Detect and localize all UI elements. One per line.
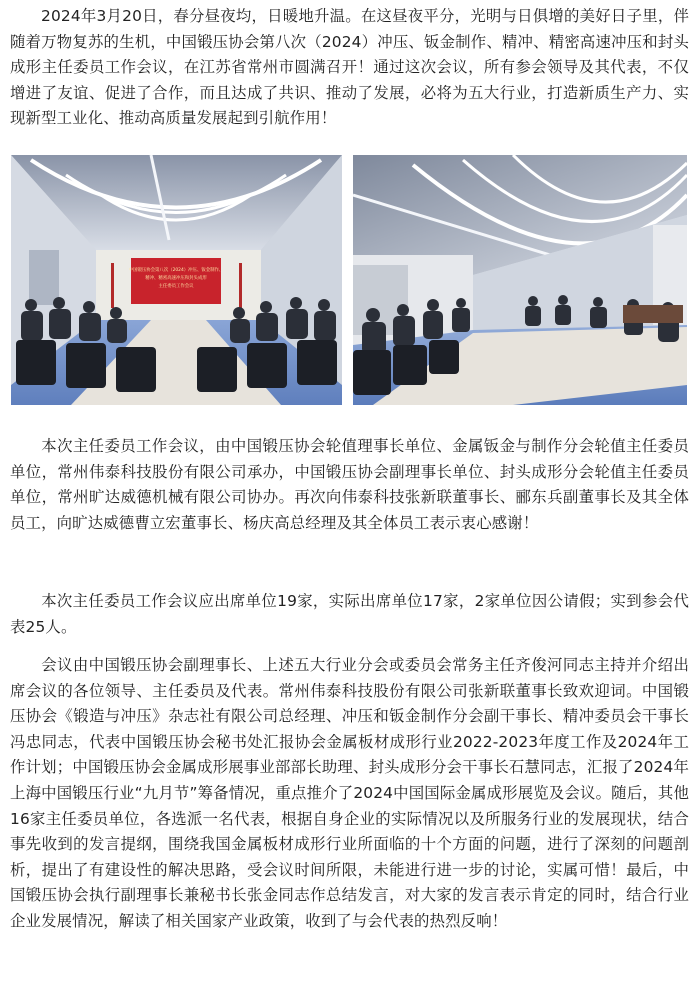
intro-paragraph-text: 2024年3月20日，春分昼夜均，日暖地升温。在这昼夜平分，光明与日俱增的美好日子里，伴随着万物复苏的生机，中国锻压协会第八次（2024）冲压、钣金制作、精冲、精密高速冲压和封头成形主任委员工作会议，在江苏省常州市圆满召开！通过这次会议，所有参会领导及其代表，不仅增进了友谊、促进了合作，而且达成了共识、推动了发展，必将为五大行业，打造新质生产力、实现新型工业化、推动高质量发展起到引航作用！	[10, 7, 689, 128]
attendance-paragraph-text: 本次主任委员工作会议应出席单位19家，实际出席单位17家，2家单位因公请假；实到参会代表25人。	[10, 592, 689, 636]
meeting-room-front-illustration	[11, 155, 342, 405]
projection-screen	[131, 258, 221, 304]
screen-title-line-1: 中国锻压协会第八次（2024）冲压、钣金制作、	[128, 268, 224, 273]
screen-title-line-3: 主任委员工作会议	[158, 284, 194, 289]
meeting-room-side-illustration	[353, 155, 687, 405]
host-units-paragraph	[10, 434, 689, 536]
meeting-proceedings-paragraph-text: 会议由中国锻压协会副理事长、上述五大行业分会或委员会常务主任齐俊河同志主持并介绍出席会议的各位领导、主任委员及代表。常州伟泰科技股份有限公司张新联董事长致欢迎词。中国锻压协会《锻造与冲压》杂志社有限公司总经理、冲压和钣金制作分会副干事长、精冲委员会干事长冯忠同志，代表中国锻压协会秘书处汇报协会金属板材成形行业2022-2023年度工作及2024年工作计划；中国锻压协会金属成形展事业部部长助理、封头成形分会干事长石慧同志，汇报了2024年上海中国锻压行业“九月节”筹备情况，重点推介了2024中国国际金属成形展览及会议。随后，其他16家主任委员单位，各选派一名代表，根据自身企业的实际情况以及所服务行业的发展现状，结合事先收到的发言提纲，围绕我国金属板材成形行业所面临的十个方面的问题，进行了深刻的问题剖析，提出了有建设性的解决思路，受会议时间所限，未能进行进一步的讨论，实属可惜！最后，中国锻压协会执行副理事长兼秘书长张金同志作总结发言，对大家的发言表示肯定的同时，结合行业企业发展情况，解读了相关国家产业政策，收到了与会代表的热烈反响！	[10, 656, 689, 930]
attendance-paragraph	[10, 589, 689, 640]
meeting-photo-front-view	[11, 155, 342, 405]
screen-title-line-2: 精冲、精密高速冲压和封头成形	[145, 276, 207, 281]
intro-paragraph	[10, 4, 689, 132]
meeting-proceedings-paragraph	[10, 653, 689, 935]
host-units-paragraph-text: 本次主任委员工作会议，由中国锻压协会轮值理事长单位、金属钣金与制作分会轮值主任委员单位，常州伟泰科技股份有限公司承办，中国锻压协会副理事长单位、封头成形分会轮值主任委员单位，常州旷达威德机械有限公司协办。再次向伟泰科技张新联董事长、郦东兵副董事长及其全体员工，向旷达威德曹立宏董事长、杨庆高总经理及其全体员工表示衷心感谢！	[10, 437, 689, 532]
meeting-photo-side-view	[353, 155, 687, 405]
